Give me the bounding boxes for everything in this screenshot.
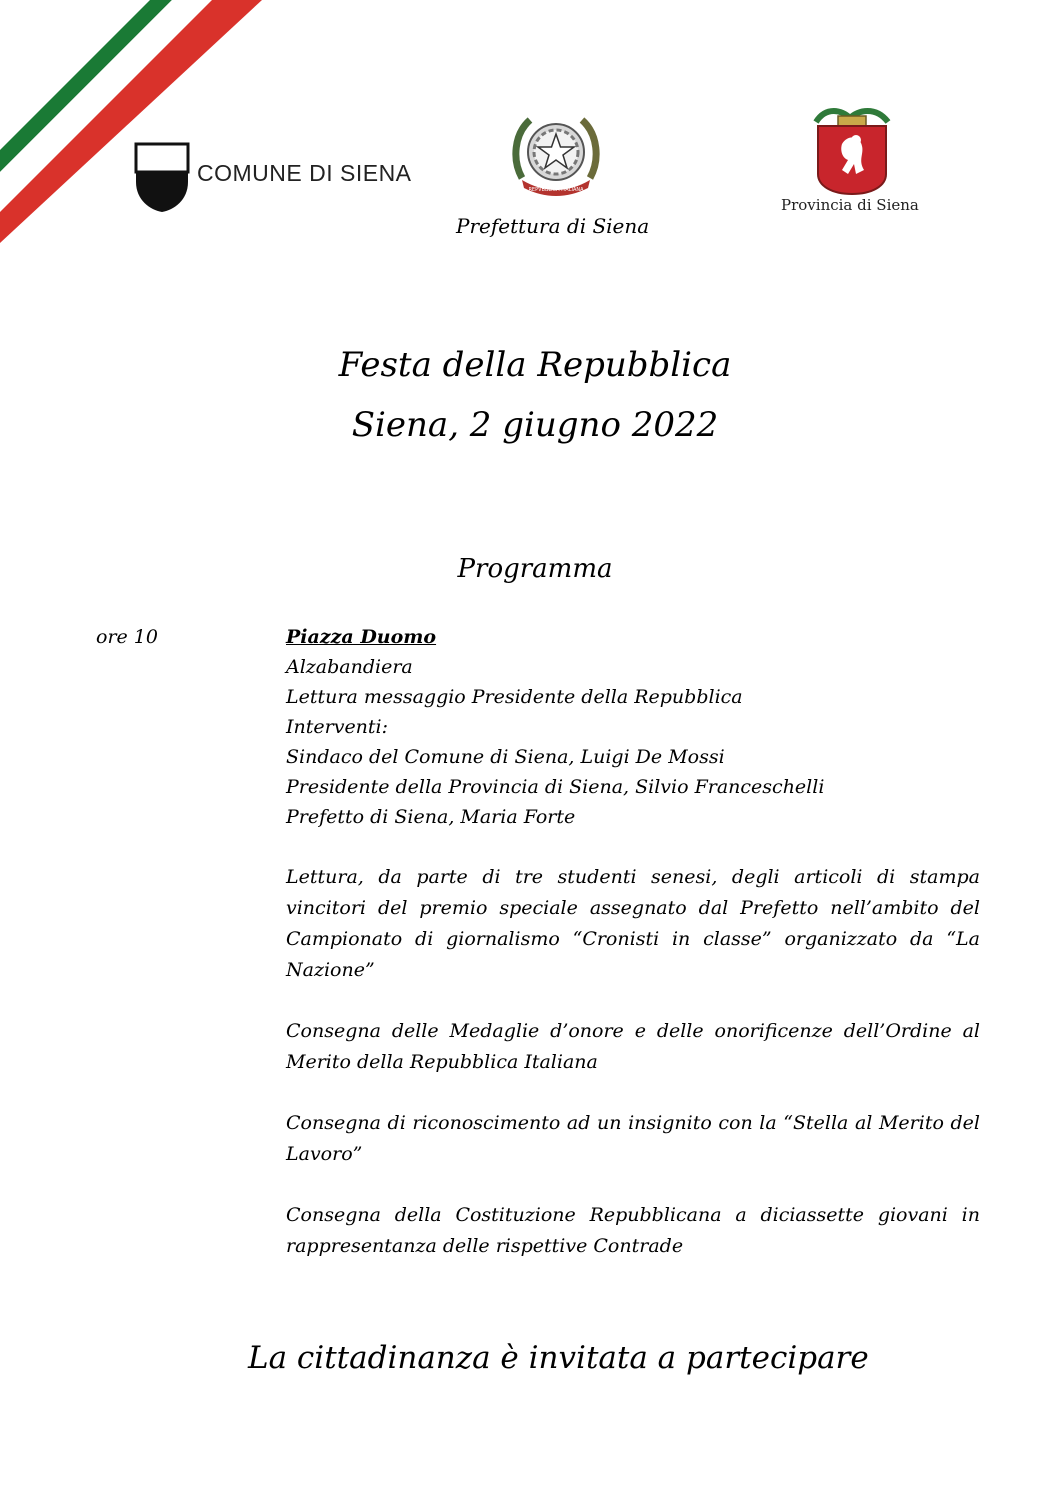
prefettura-label: Prefettura di Siena: [456, 214, 650, 238]
provincia-crest-icon: [812, 104, 892, 196]
program-time: ore 10: [96, 626, 158, 648]
event-title: Festa della Repubblica: [338, 345, 732, 385]
emblem-italian-republic-icon: [508, 108, 604, 198]
event-date: Siena, 2 giugno 2022: [351, 405, 719, 445]
program-item: Sindaco del Comune di Siena, Luigi De Mossi: [286, 746, 725, 768]
program-paragraph: Consegna delle Medaglie d’onore e delle onorificenze dell’Ordine al Merito della Repubblica Italiana: [286, 1020, 980, 1073]
program-paragraph: Consegna di riconoscimento ad un insignito con la “Stella al Merito del Lavoro”: [286, 1112, 980, 1165]
balzana-shield-icon: [134, 142, 190, 214]
closing-invitation: La cittadinanza è invitata a partecipare: [248, 1340, 869, 1376]
program-item: Lettura messaggio Presidente della Repubblica: [286, 686, 743, 708]
program-schedule: [286, 622, 980, 1262]
comune-di-siena-label: COMUNE DI SIENA: [197, 160, 412, 186]
program-item: Interventi:: [286, 716, 389, 738]
provincia-label: Provincia di Siena: [781, 196, 919, 214]
emblem-text: REPVBBLICA ITALIANA: [528, 187, 584, 193]
program-heading: Programma: [457, 554, 613, 584]
program-item: Prefetto di Siena, Maria Forte: [286, 806, 576, 828]
program-paragraph: Consegna della Costituzione Repubblicana a diciassette giovani in rappresentanza delle rispettive Contrade: [286, 1204, 980, 1257]
program-venue: Piazza Duomo: [286, 626, 437, 648]
program-item: Alzabandiera: [286, 656, 413, 678]
program-paragraph: Lettura, da parte di tre studenti senesi, degli articoli di stampa vincitori del premio speciale assegnato dal Prefetto nell’ambito del Campionato di giornalismo “Cronisti in classe” organizzato da “La Nazione”: [286, 866, 980, 981]
program-item: Presidente della Provincia di Siena, Silvio Franceschelli: [286, 776, 825, 798]
